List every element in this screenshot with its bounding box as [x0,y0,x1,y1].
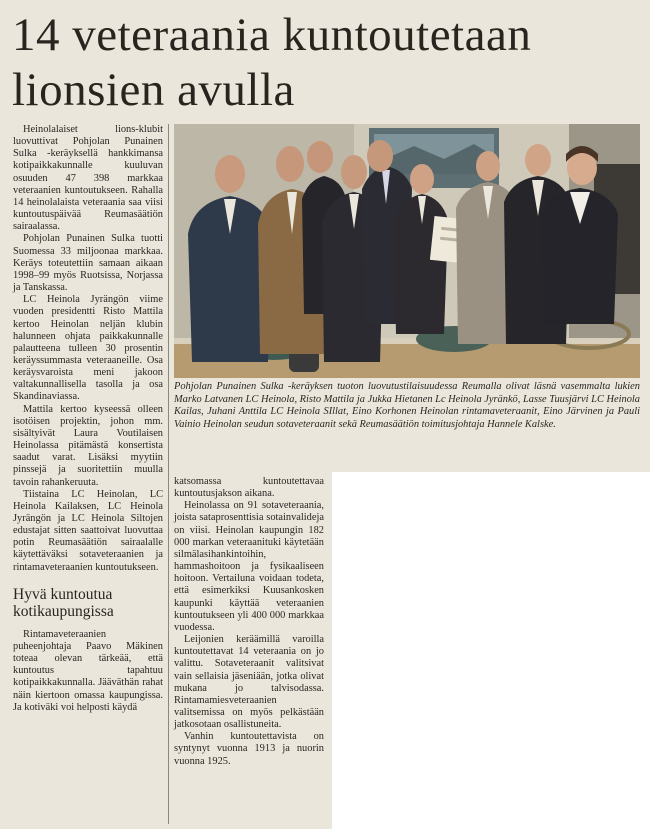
paragraph: katsomassa kuntoutettavaa kuntoutusjakson aikana. [174,476,324,500]
headline [12,8,632,118]
article-column-2 [174,476,324,768]
paragraph: LC Heinola Jyrängön viime vuoden presidentti Risto Mattila kertoo Heinolan neljän klubin halunneen ohjata paikkakunnalle palautteena tulleen 30 prosentin keräyssummasta veteraaneille. Osa keräysvaroista meni jakoon valtakunnallisella tasolla ja osa Skandinaviassa. [13,294,163,403]
subheading: Hyvä kuntoutua kotikaupungissa [13,585,114,620]
paragraph: Mattila kertoo kyseessä olleen isotöisen projektin, johon mm. sisältyivät Laura Voutilaisen Heinolassa pitämästä konsertista saadut varat. Lisäksi myytiin pinssejä ja suoritettiin muulla tavoin rahankeruuta. [13,403,163,488]
paragraph: Tiistaina LC Heinolan, LC Heinola Kailaksen, LC Heinola Jyrängön ja LC Heinola Siltojen edustajat sitten saattoivat luovuttaa potin Reumasäätiön sairaalalle käytettäväksi sotaveteraanien ja rintamaveteraanien kuntoutukseen. [13,488,163,573]
paragraph: Heinolalaiset lions-klubit luovuttivat Pohjolan Punainen Sulka -keräyksellä hankkimansa kotipaikkakunnalle kuuluvan osuuden 47 398 markkaa veteraanien kuntoutukseen. Rahalla 14 heinolalaista veteraania saa viisi kuntoutuspäivää Reumasäätiön sairaalassa. [13,124,163,233]
headline-line-1: 14 veteraania kuntoutetaan [12,9,532,61]
paragraph: Pohjolan Punainen Sulka tuotti Suomessa 33 miljoonaa markkaa. Keräys toteutettiin samaan aikaan 1998–99 myös Ruotsissa, Norjassa ja Tanskassa. [13,233,163,294]
blank-area [332,472,650,829]
headline-line-2: lionsien avulla [12,64,295,116]
paragraph: Heinolassa on 91 sotaveteraania, joista sataprosenttisia sotainvalideja on viisi. Heinolan kaupungin 182 000 markan veteraanituki käytetään silmälasihankintoihin, hammashoitoon ja fysikaaliseen hoitoon. Vertailuna voidaan todeta, että esimerkiksi Kuusankosken kaupunki käyttää veteraanien kuntoutukseen yli 400 000 markkaa vuodessa. [174,500,324,633]
paragraph: Leijonien keräämillä varoilla kuntoutettavat 14 veteraania on jo valittu. Sotaveteraanit valitsivat vain sellaisia jäseniään, jotka olivat mukana jo talvisodassa. Rintamamiesveteraanien valitsemissa on myös pelkästään jatkosotaan osallistuneita. [174,634,324,731]
column-divider [168,124,169,824]
paragraph: Vanhin kuntoutettavista on syntynyt vuonna 1913 ja nuorin vuonna 1925. [174,731,324,767]
article-column-1 [13,124,163,714]
photo-caption: Pohjolan Punainen Sulka -keräyksen tuoton luovutustilaisuudessa Reumalla olivat läsnä vasemmalta lukien Marko Latvanen LC Heinola, Risto Mattila ja Jukka Hietanen Lc Heinola Jyränkö, Lasse Tuusjärvi LC Heinola Kailas, Juhani Anttila LC Heinola SIllat, Eino Korhonen Heinolan rintamaveteraanit, Eino Järvinen ja Pauli Vainio Heinolan seudun sotaveteraanit sekä Reumasäätiön toimitusjohtaja Hannele Kalske. [174,381,640,430]
paragraph: Rintamaveteraanien puheenjohtaja Paavo Mäkinen toteaa olevan tärkeää, että kuntoutus tapahtuu kotipaikkakunnalla. Jääväthän rahat näin kiertoon omassa kaupungissa. Ja kotiväki voi helposti käydä [13,628,163,713]
group-photo [174,124,640,378]
